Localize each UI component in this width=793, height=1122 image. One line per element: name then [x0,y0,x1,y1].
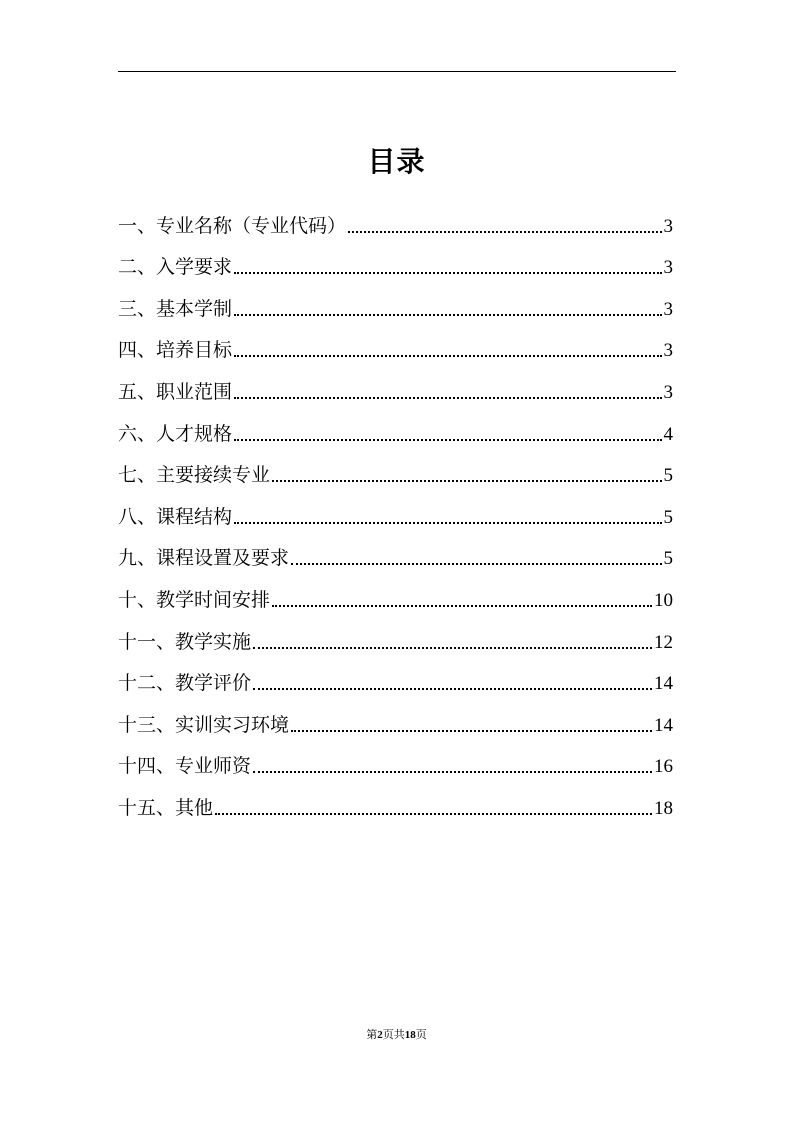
toc-dot-leader [272,605,652,607]
toc-dot-leader [234,314,661,316]
toc-entry-page: 14 [654,673,673,695]
header-rule [118,71,676,72]
toc-entry-page: 4 [663,423,673,445]
table-of-contents [118,201,673,825]
toc-entry-label: 十三、实训实习环境 [118,713,290,736]
toc-entry-page: 18 [654,797,673,819]
footer-total-pages: 18 [404,1029,416,1041]
toc-entry[interactable] [118,243,673,285]
toc-dot-leader [234,272,661,274]
toc-entry-page: 16 [654,756,673,778]
toc-entry[interactable] [118,492,673,534]
toc-entry[interactable] [118,742,673,784]
toc-entry-page: 3 [663,215,673,237]
toc-dot-leader [234,522,661,524]
toc-entry-page: 3 [663,298,673,320]
toc-entry-label: 二、入学要求 [118,256,233,279]
toc-entry-label: 八、课程结构 [118,505,233,528]
toc-entry-page: 3 [663,340,673,362]
toc-dot-leader [215,813,652,815]
toc-entry-label: 十五、其他 [118,796,214,819]
toc-entry-label: 七、主要接续专业 [118,464,271,487]
toc-entry-label: 六、人才规格 [118,422,233,445]
toc-entry-label: 四、培养目标 [118,339,233,362]
toc-dot-leader [234,439,661,441]
toc-entry-label: 五、职业范围 [118,380,233,403]
page-footer [0,1026,793,1042]
page-title: 目录 [367,145,426,178]
toc-entry-label: 十一、教学实施 [118,630,252,653]
footer-current-page: 2 [377,1029,383,1041]
toc-entry[interactable] [118,201,673,243]
toc-entry[interactable] [118,451,673,493]
toc-entry[interactable] [118,367,673,409]
toc-entry-label: 十、教学时间安排 [118,588,271,611]
toc-dot-leader [253,688,652,690]
footer-suffix: 页 [415,1028,427,1041]
toc-entry-page: 3 [663,257,673,279]
toc-entry-page: 5 [663,506,673,528]
toc-dot-leader [234,355,661,357]
toc-entry-page: 14 [654,714,673,736]
toc-entry-label: 十四、专业师资 [118,755,252,778]
toc-dot-leader [291,730,652,732]
toc-entry[interactable] [118,783,673,825]
footer-prefix: 第 [366,1028,378,1041]
toc-entry[interactable] [118,617,673,659]
toc-entry-page: 5 [663,465,673,487]
toc-dot-leader [253,771,652,773]
toc-entry[interactable] [118,575,673,617]
toc-entry-label: 九、课程设置及要求 [118,547,290,570]
toc-dot-leader [348,231,661,233]
toc-entry[interactable] [118,284,673,326]
toc-entry-label: 一、专业名称（专业代码） [118,214,347,237]
toc-entry[interactable] [118,700,673,742]
toc-entry-page: 3 [663,381,673,403]
toc-dot-leader [253,647,652,649]
toc-entry-label: 十二、教学评价 [118,672,252,695]
toc-dot-leader [291,563,661,565]
footer-middle: 页共 [382,1028,405,1041]
toc-dot-leader [272,480,661,482]
toc-entry[interactable] [118,409,673,451]
toc-entry-page: 12 [654,631,673,653]
toc-entry-label: 三、基本学制 [118,297,233,320]
toc-dot-leader [234,397,661,399]
toc-entry-page: 10 [654,589,673,611]
toc-entry-page: 5 [663,548,673,570]
toc-entry[interactable] [118,326,673,368]
toc-entry[interactable] [118,659,673,701]
toc-entry[interactable] [118,534,673,576]
